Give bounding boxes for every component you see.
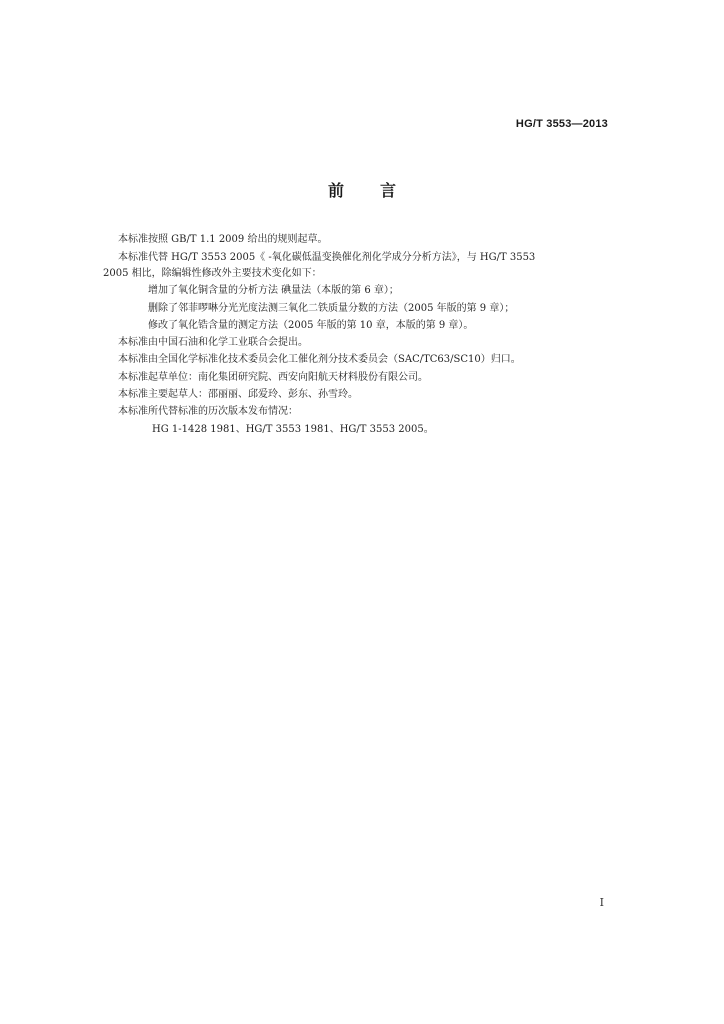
- text-line: 本标准按照 GB/T 1.1 2009 给出的规则起草。: [118, 234, 328, 245]
- text-line: 修改了氧化锆含量的测定方法（2005 年版的第 10 章，本版的第 9 章）。: [148, 320, 474, 331]
- text-line: HG 1-1428 1981、HG/T 3553 1981、HG/T 3553 2005。: [152, 424, 434, 435]
- text-line: 2005 相比，除编辑性修改外主要技术变化如下：: [103, 268, 322, 279]
- text-line: 增加了氧化铜含量的分析方法 碘量法（本版的第 6 章）；: [148, 285, 399, 296]
- title-char-1: 前: [327, 181, 344, 200]
- text-line: 本标准起草单位：南化集团研究院、西安向阳航天材料股份有限公司。: [118, 372, 428, 383]
- title-char-2: 言: [380, 181, 397, 200]
- text-line: 本标准代替 HG/T 3553 2005《 -氧化碳低温变换催化剂化学成分分析方法》，与 HG/T 3553: [118, 252, 536, 263]
- text-line: 本标准由全国化学标准化技术委员会化工催化剂分技术委员会（SAC/TC63/SC10）归口。: [118, 354, 521, 365]
- standard-code: HG/T 3553—2013: [515, 118, 608, 130]
- page-title: [0, 178, 724, 201]
- text-line: 删除了邻菲啰啉分光光度法测三氧化二铁质量分数的方法（2005 年版的第 9 章）；: [148, 303, 515, 314]
- text-line: 本标准由中国石油和化学工业联合会提出。: [118, 337, 308, 348]
- page-number: I: [599, 896, 604, 909]
- text-line: 本标准所代替标准的历次版本发布情况：: [118, 406, 298, 417]
- text-line: 本标准主要起草人：邵丽丽、邱爱玲、彭东、孙雪玲。: [118, 389, 358, 400]
